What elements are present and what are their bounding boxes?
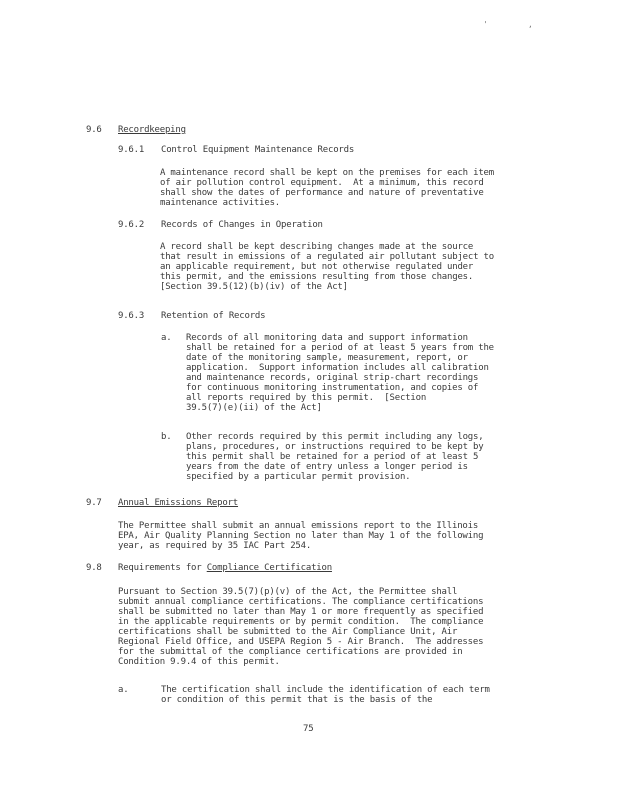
paragraph-line: shall be submitted no later than May 1 or more frequently as specified (118, 607, 484, 617)
paragraph-line: for the submittal of the compliance certifications are provided in (118, 647, 463, 657)
section-number: 9.8 (86, 563, 102, 573)
list-item-line: shall be retained for a period of at least 5 years from the (186, 343, 494, 353)
header-mark-1: ' (483, 20, 488, 29)
paragraph-line: [Section 39.5(12)(b)(iv) of the Act] (160, 282, 348, 292)
section-number: 9.6 (86, 125, 102, 135)
list-item-line: years from the date of entry unless a longer period is (186, 462, 468, 472)
paragraph-line: submit annual compliance certifications. The compliance certifications (118, 597, 484, 607)
paragraph-line: EPA, Air Quality Planning Section no later than May 1 of the following (118, 531, 484, 541)
paragraph-line: year, as required by 35 IAC Part 254. (118, 541, 312, 551)
paragraph-line: certifications shall be submitted to the Air Compliance Unit, Air (118, 627, 458, 637)
paragraph-line: Condition 9.9.4 of this permit. (118, 657, 280, 667)
paragraph-line: Regional Field Office, and USEPA Region 5 - Air Branch. The addresses (118, 637, 484, 647)
subsection-title: Control Equipment Maintenance Records (161, 145, 355, 155)
paragraph-line: this permit, and the emissions resulting from those changes. (160, 272, 474, 282)
paragraph-line: A maintenance record shall be kept on the premises for each item (160, 168, 494, 178)
section-title-underlined: Compliance Certification (206, 563, 332, 573)
list-item-line: Records of all monitoring data and support information (186, 333, 468, 343)
list-item-line: application. Support information includes all calibration (186, 363, 489, 373)
section-title-plain: Requirements for (118, 563, 207, 573)
paragraph-line: The Permittee shall submit an annual emissions report to the Illinois (118, 521, 479, 531)
list-item-line: plans, procedures, or instructions required to be kept by (186, 442, 484, 452)
list-item-line: and maintenance records, original strip-chart recordings (186, 373, 479, 383)
list-item-line: for continuous monitoring instrumentation, and copies of (186, 383, 479, 393)
list-item-line: this permit shall be retained for a period of at least 5 (186, 452, 479, 462)
paragraph-line: of air pollution control equipment. At a minimum, this record (160, 178, 484, 188)
list-item-line: The certification shall include the identification of each term (161, 685, 490, 695)
paragraph-line: maintenance activities. (160, 198, 281, 208)
list-item-line: 39.5(7)(e)(ii) of the Act] (186, 403, 322, 413)
subsection-title: Retention of Records (161, 311, 266, 321)
subsection-title: Records of Changes in Operation (161, 220, 323, 230)
list-item-line: Other records required by this permit including any logs, (186, 432, 484, 442)
section-title: Annual Emissions Report (118, 498, 239, 508)
list-item-line: specified by a particular permit provision. (186, 472, 411, 482)
list-item-line: all reports required by this permit. [Section (186, 393, 427, 403)
paragraph-line: that result in emissions of a regulated air pollutant subject to (160, 252, 494, 262)
section-number: 9.7 (86, 498, 102, 508)
paragraph-line: in the applicable requirements or by permit condition. The compliance (118, 617, 484, 627)
list-item-line: date of the monitoring sample, measurement, report, or (186, 353, 468, 363)
subsection-number: 9.6.1 (118, 145, 145, 155)
paragraph-line: shall show the dates of performance and nature of preventative (160, 188, 484, 198)
subsection-number: 9.6.3 (118, 311, 145, 321)
paragraph-line: Pursuant to Section 39.5(7)(p)(v) of the Act, the Permittee shall (118, 587, 458, 597)
paragraph-line: A record shall be kept describing changes made at the source (160, 242, 474, 252)
page-number: 75 (303, 724, 314, 734)
list-item-label: a. (118, 685, 129, 695)
list-item-label: a. (161, 333, 172, 343)
header-mark-2: , (528, 20, 533, 29)
list-item-line: or condition of this permit that is the basis of the (161, 695, 433, 705)
subsection-number: 9.6.2 (118, 220, 145, 230)
section-title (118, 563, 332, 573)
list-item-label: b. (161, 432, 172, 442)
paragraph-line: an applicable requirement, but not otherwise regulated under (160, 262, 474, 272)
section-title: Recordkeeping (118, 125, 186, 135)
